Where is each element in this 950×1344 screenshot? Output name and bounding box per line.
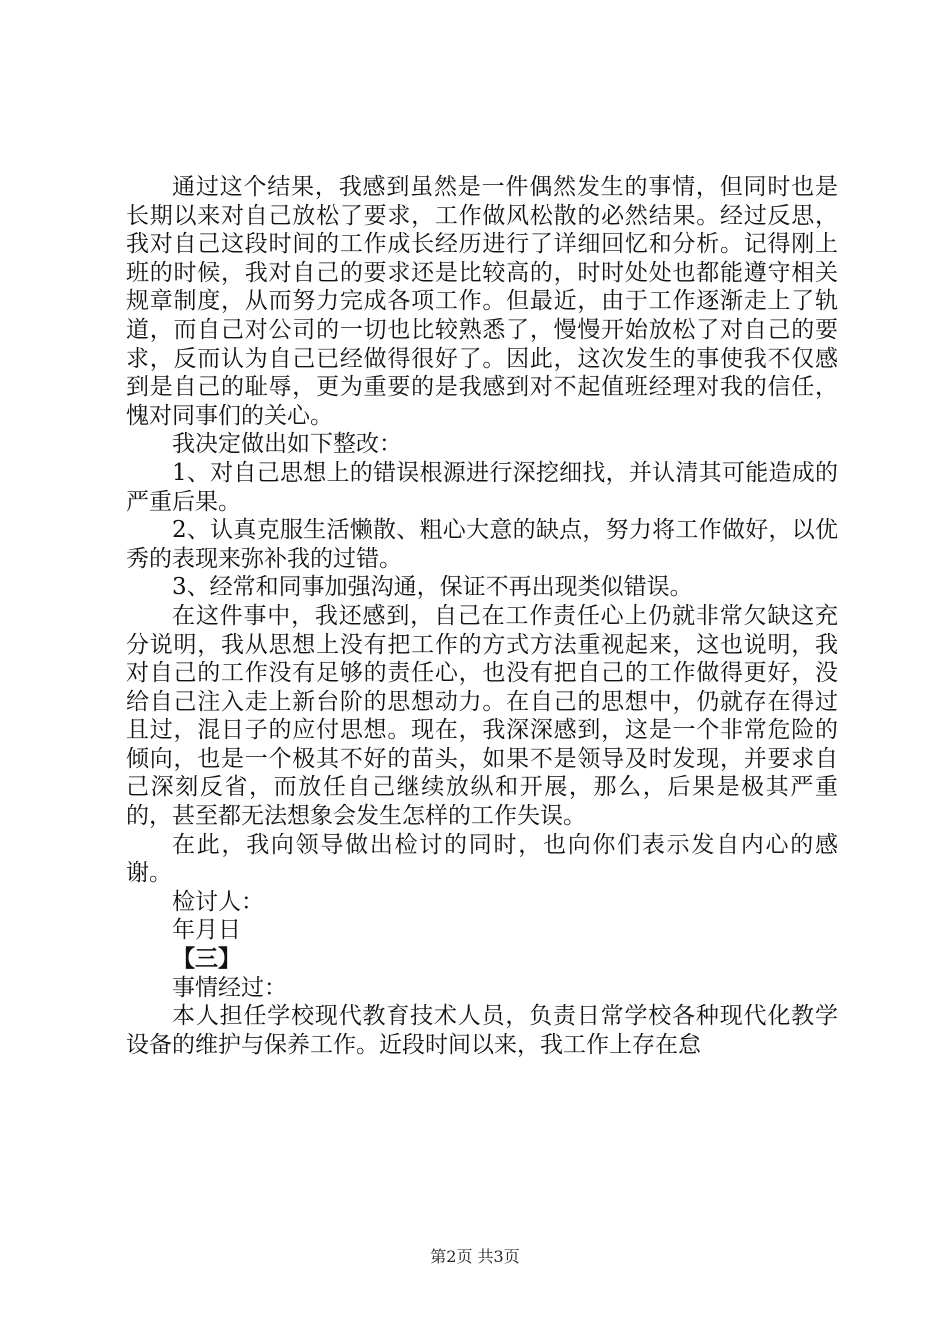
section-heading: 【三】	[172, 945, 241, 973]
paragraph-thanks: 在此，我向领导做出检讨的同时，也向你们表示发自内心的感谢。	[126, 831, 838, 887]
paragraph-rectification-item-2: 2、认真克服生活懒散、粗心大意的缺点，努力将工作做好，以优秀的表现来弥补我的过错。	[126, 517, 838, 572]
paragraph-incident-description: 本人担任学校现代教育技术人员，负责日常学校各种现代化教学设备的维护与保养工作。近段时间以来，我工作上存在怠	[126, 1003, 838, 1058]
paragraph-rectification-item-1: 1、对自己思想上的错误根源进行深挖细找，并认清其可能造成的严重后果。	[126, 459, 838, 515]
signature-label: 检讨人：	[172, 888, 264, 915]
date-label: 年月日	[172, 917, 241, 944]
paragraph-rectification-intro: 我决定做出如下整改：	[172, 431, 402, 458]
paragraph-rectification-item-3: 3、经常和同事加强沟通，保证不再出现类似错误。	[172, 574, 693, 601]
page-number-footer: 第2页 共3页	[430, 1247, 520, 1266]
paragraph-responsibility: 在这件事中，我还感到，自己在工作责任心上仍就非常欠缺这充分说明，我从思想上没有把工作的方式方法重视起来，这也说明，我对自己的工作没有足够的责任心，也没有把自己的工作做得更好，没给自己注入走上新台阶的思想动力。在自己的思想中，仍就存在得过且过，混日子的应付思想。现在，我深深感到，这是一个非常危险的倾向，也是一个极其不好的苗头，如果不是领导及时发现，并要求自己深刻反省，而放任自己继续放纵和开展，那么，后果是极其严重的，甚至都无法想象会发生怎样的工作失误。	[126, 602, 838, 830]
document-body	[126, 173, 838, 1059]
paragraph-reflection: 通过这个结果，我感到虽然是一件偶然发生的事情，但同时也是长期以来对自己放松了要求，工作做风松散的必然结果。经过反思，我对自己这段时间的工作成长经历进行了详细回忆和分析。记得刚上班的时候，我对自己的要求还是比较高的，时时处处也都能遵守相关规章制度，从而努力完成各项工作。但最近，由于工作逐渐走上了轨道，而自己对公司的一切也比较熟悉了，慢慢开始放松了对自己的要求，反而认为自己已经做得很好了。因此，这次发生的事使我不仅感到是自己的耻辱，更为重要的是我感到对不起值班经理对我的信任，愧对同事们的关心。	[126, 174, 838, 429]
paragraph-incident-label: 事情经过：	[172, 974, 287, 1001]
